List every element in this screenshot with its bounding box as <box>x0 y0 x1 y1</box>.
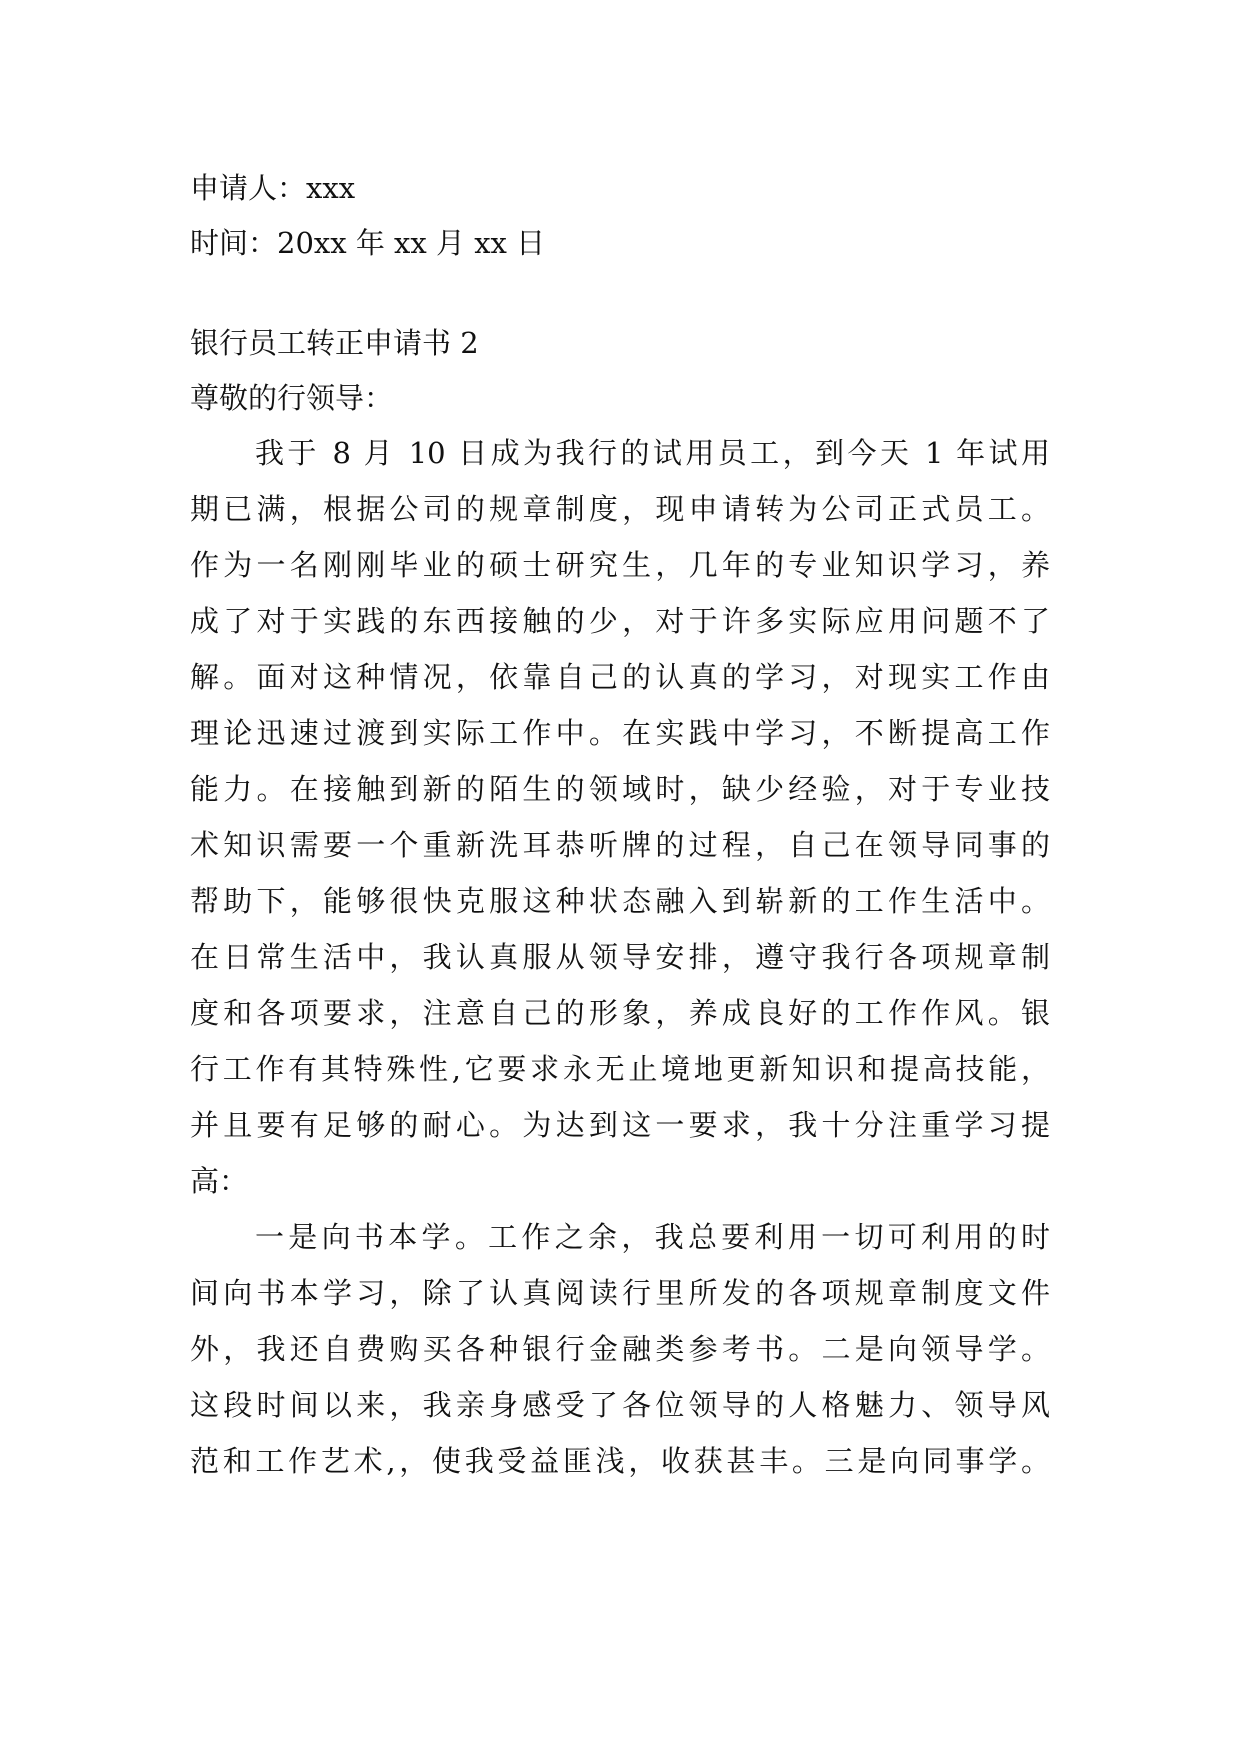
paragraph-line: 解。面对这种情况，依靠自己的认真的学习，对现实工作由 <box>190 660 1050 694</box>
paragraph-line: 高： <box>190 1164 249 1198</box>
document-title: 银行员工转正申请书 2 <box>190 326 479 360</box>
paragraph-line: 外，我还自费购买各种银行金融类参考书。二是向领导学。 <box>190 1332 1050 1366</box>
paragraph-line: 成了对于实践的东西接触的少，对于许多实际应用问题不了 <box>190 604 1050 638</box>
paragraph-line: 作为一名刚刚毕业的硕士研究生，几年的专业知识学习，养 <box>190 548 1050 582</box>
paragraph-line: 期已满，根据公司的规章制度，现申请转为公司正式员工。 <box>190 492 1050 526</box>
date-line: 时间：20xx 年 xx 月 xx 日 <box>190 226 546 260</box>
paragraph-line: 范和工作艺术,，使我受益匪浅，收获甚丰。三是向同事学。 <box>190 1444 1050 1478</box>
paragraph-line: 我于 8 月 10 日成为我行的试用员工，到今天 1 年试用 <box>255 436 1050 470</box>
paragraph-line: 帮助下，能够很快克服这种状态融入到崭新的工作生活中。 <box>190 884 1050 918</box>
applicant-line: 申请人：xxx <box>190 171 356 205</box>
paragraph-line: 并且要有足够的耐心。为达到这一要求，我十分注重学习提 <box>190 1108 1050 1142</box>
paragraph-line: 间向书本学习，除了认真阅读行里所发的各项规章制度文件 <box>190 1276 1050 1310</box>
paragraph-line: 理论迅速过渡到实际工作中。在实践中学习，不断提高工作 <box>190 716 1050 750</box>
paragraph-line: 行工作有其特殊性,它要求永无止境地更新知识和提高技能， <box>190 1052 1050 1086</box>
paragraph-line: 术知识需要一个重新洗耳恭听牌的过程，自己在领导同事的 <box>190 828 1050 862</box>
paragraph-line: 在日常生活中，我认真服从领导安排，遵守我行各项规章制 <box>190 940 1050 974</box>
paragraph-line: 一是向书本学。工作之余，我总要利用一切可利用的时 <box>255 1220 1050 1254</box>
paragraph-line: 能力。在接触到新的陌生的领域时，缺少经验，对于专业技 <box>190 772 1050 806</box>
paragraph-line: 度和各项要求，注意自己的形象，养成良好的工作作风。银 <box>190 996 1050 1030</box>
paragraph-line: 这段时间以来，我亲身感受了各位领导的人格魅力、领导风 <box>190 1388 1050 1422</box>
salutation: 尊敬的行领导： <box>190 381 394 415</box>
